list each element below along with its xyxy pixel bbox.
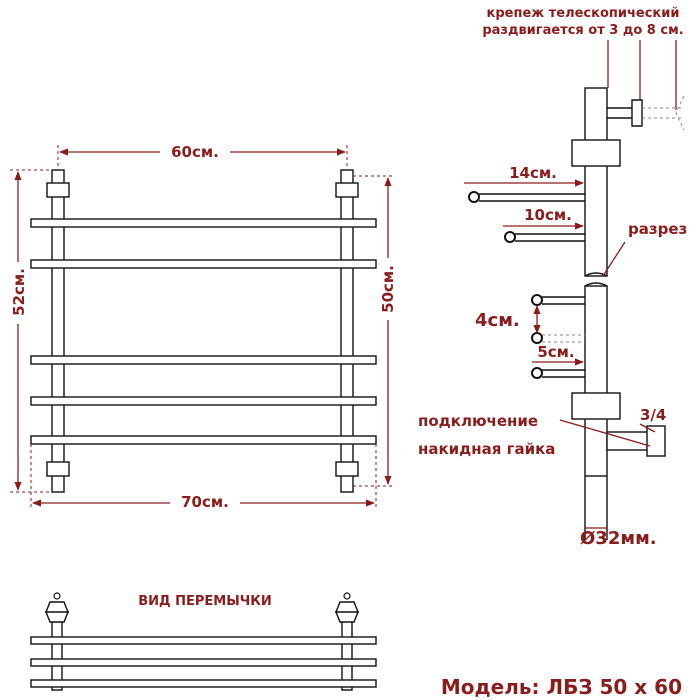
bracket-bottom-right — [336, 462, 358, 476]
diameter-label: Ø32мм. — [580, 528, 657, 549]
side-bracket-upper — [572, 140, 620, 166]
height-right-label: 50см. — [379, 265, 397, 313]
side-column-upper — [585, 88, 607, 276]
crossbar-1 — [31, 219, 376, 227]
jumper-left-upright — [52, 614, 62, 690]
union-nut — [647, 426, 665, 456]
side-column-lower — [585, 286, 607, 476]
bar-end-lower-1 — [532, 295, 542, 305]
depth-upper-label: 14см. — [509, 164, 557, 182]
width-bottom-label: 70см. — [181, 493, 229, 511]
connection-pipe — [607, 432, 649, 450]
mount-note-line1: крепеж телескопический — [486, 6, 680, 21]
crossbar-2 — [31, 260, 376, 268]
crossbar-3 — [31, 356, 376, 364]
bar-end-upper-2 — [505, 232, 515, 242]
side-bracket-lower — [572, 393, 620, 419]
bar-end-upper-1 — [469, 192, 479, 202]
jumper-bar-3 — [31, 680, 376, 687]
telescopic-mount — [632, 100, 642, 126]
height-left-label: 52см. — [10, 268, 28, 316]
depth-lower-label: 10см. — [524, 206, 572, 224]
mount-note-line2: раздвигается от 3 до 8 см. — [482, 23, 684, 38]
jumper-right-upright — [342, 614, 352, 690]
crossbar-4 — [31, 397, 376, 405]
spacing-vertical-label: 4см. — [475, 310, 520, 331]
connection-label-line2: накидная гайка — [418, 440, 556, 458]
jumper-view — [31, 593, 376, 690]
bracket-top-left — [47, 183, 69, 197]
depth-small-label: 5см. — [537, 343, 575, 361]
jumper-bar-1 — [31, 637, 376, 644]
width-top-label: 60см. — [171, 143, 219, 161]
connection-label-line1: подключение — [418, 412, 539, 430]
jumper-bar-2 — [31, 659, 376, 666]
model-label: Модель: ЛБЗ 50 х 60 — [440, 675, 682, 699]
bracket-top-right — [336, 183, 358, 197]
front-view — [7, 140, 399, 513]
side-view — [418, 6, 687, 549]
bar-end-lower-3 — [532, 368, 542, 378]
section-label: разрез — [628, 220, 688, 238]
bar-end-lower-2 — [532, 333, 542, 343]
thread-size-label: 3/4 — [640, 406, 667, 424]
crossbar-5 — [31, 436, 376, 444]
bracket-bottom-left — [47, 462, 69, 476]
jumper-view-title: ВИД ПЕРЕМЫЧКИ — [138, 594, 272, 609]
